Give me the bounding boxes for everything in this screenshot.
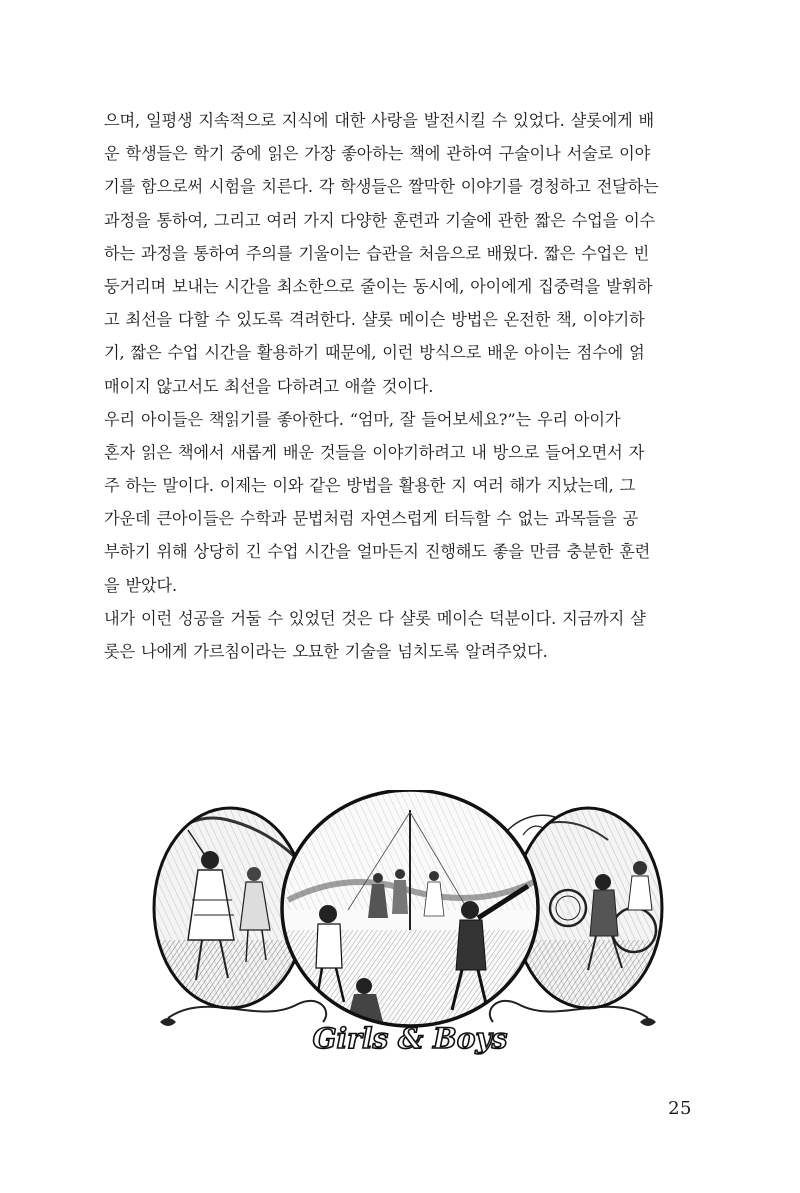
text-line: 롯은 나에게 가르침이라는 오묘한 기술을 넘치도록 알려주었다. (104, 642, 548, 661)
text-line: 주 하는 말이다. 이제는 이와 같은 방법을 활용한 지 여러 해가 지났는데, 그 (104, 476, 636, 496)
text-line: 을 받았다. (104, 575, 177, 595)
text-line: 으며, 일평생 지속적으로 지식에 대한 사랑을 발전시킬 수 있었다. 샬롯에게 배 (104, 111, 655, 130)
text-line: 과정을 통하여, 그리고 여러 가지 다양한 훈련과 기술에 관한 짧은 수업을 이수 (104, 210, 656, 230)
text-line: 하는 과정을 통하여 주의를 기울이는 습관을 처음으로 배웠다. 짧은 수업은 빈 (104, 243, 650, 263)
text-line: 기를 함으로써 시험을 치른다. 각 학생들은 짤막한 이야기를 경청하고 전달하는 (104, 177, 659, 197)
text-line: 부하기 위해 상당히 긴 수업 시간을 얼마든지 진행해도 좋을 만큼 충분한 훈련 (104, 542, 651, 562)
text-line: 내가 이런 성공을 거둘 수 있었던 것은 다 샬롯 메이슨 덕분이다. 지금까지 샬 (104, 608, 646, 628)
text-line: 우리 아이들은 책읽기를 좋아한다. “엄마, 잘 들어보세요?”는 우리 아이가 (104, 409, 621, 429)
page-number: 25 (668, 1098, 692, 1119)
text-line: 혼자 읽은 책에서 새롭게 배운 것들을 이야기하려고 내 방으로 들어오면서 자 (104, 442, 645, 462)
engraving-image (148, 790, 668, 1058)
text-line: 운 학생들은 학기 중에 읽은 가장 좋아하는 책에 관하여 구술이나 서술로 이야 (104, 144, 651, 164)
body-text (104, 104, 700, 668)
girls-and-boys-engraving (148, 790, 668, 1058)
paragraph-2 (104, 403, 700, 602)
illustration-caption: Girls & Boys (312, 1022, 508, 1055)
text-line: 고 최선을 다할 수 있도록 격려한다. 샬롯 메이슨 방법은 온전한 책, 이야기하 (104, 310, 645, 330)
text-line: 매이지 않고서도 최선을 다하려고 애쓸 것이다. (104, 376, 434, 396)
text-line: 둥거리며 보내는 시간을 최소한으로 줄이는 동시에, 아이에게 집중력을 발휘하 (104, 276, 653, 296)
paragraph-1 (104, 104, 700, 403)
text-line: 기, 짧은 수업 시간을 활용하기 때문에, 이런 방식으로 배운 아이는 점수에 얽 (104, 343, 645, 363)
paragraph-3 (104, 602, 700, 668)
text-line: 가운데 큰아이들은 수학과 문법처럼 자연스럽게 터득할 수 없는 과목들을 공 (104, 509, 639, 529)
